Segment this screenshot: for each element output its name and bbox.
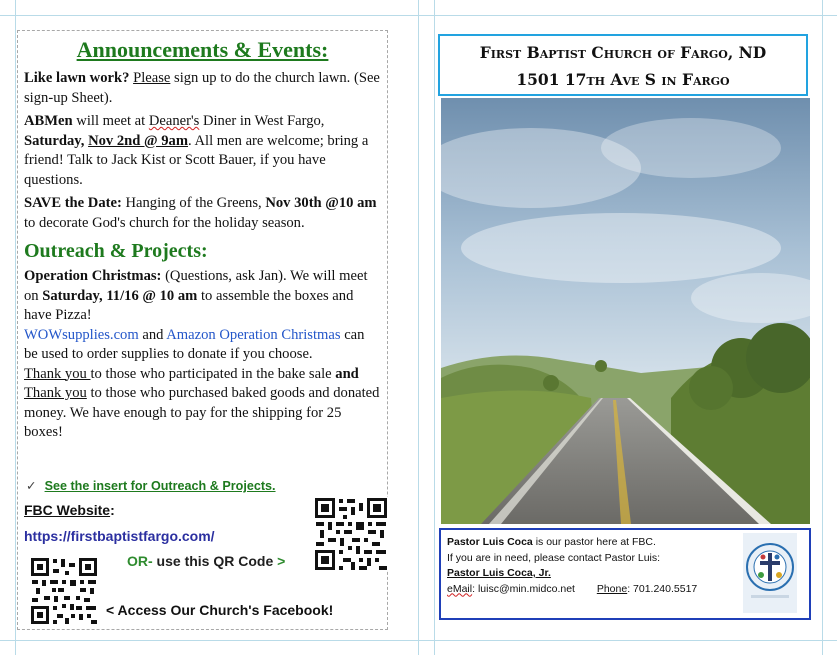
church-title-box xyxy=(438,34,808,96)
thank-you-text: Thank you xyxy=(24,365,91,382)
website-url[interactable]: https://firstbaptistfargo.com/ xyxy=(24,528,215,544)
outreach-heading: Outreach & Projects: xyxy=(24,240,208,262)
links-text: and xyxy=(138,326,167,343)
website-label-colon: : xyxy=(110,502,115,518)
lawn-paragraph xyxy=(24,69,381,108)
op-lead: Operation Christmas: xyxy=(24,268,162,284)
announcements-panel xyxy=(17,30,388,630)
arrow-right-icon: > xyxy=(277,553,286,569)
save-date-text: Hanging of the Greens, xyxy=(121,195,266,211)
pastor-phone[interactable]: 701.240.5517 xyxy=(633,582,698,595)
save-date-text: to decorate God's church for the holiday season. xyxy=(24,214,305,231)
church-name: First Baptist Church of Fargo, ND xyxy=(479,43,767,62)
phone-separator: : xyxy=(627,582,634,595)
abmen-paragraph xyxy=(24,112,381,190)
abmen-text: . All men are welcome; bring a friend! Talk to Jack Kist or Scott Bauer, if you have questions. xyxy=(24,132,369,188)
facebook-prompt: < Access Our Church's Facebook! xyxy=(106,602,334,618)
amazon-operation-christmas-link[interactable]: Amazon Operation Christmas xyxy=(166,326,341,343)
operation-christmas-paragraph xyxy=(24,267,381,443)
pastor-intro-text: is our pastor here at FBC. xyxy=(532,536,656,548)
abmen-date: Nov 2nd @ 9am xyxy=(88,132,189,149)
website-label xyxy=(24,501,115,521)
thanks-text: to those who purchased baked goods and donated money. We have enough to pay for the shipping for 25 boxes! xyxy=(24,385,380,440)
save-date-lead: SAVE the Date: xyxy=(24,195,122,211)
lawn-text: sign up to do the church lawn. (See sign-up Sheet). xyxy=(24,70,380,106)
abmen-text: Diner in West Fargo, xyxy=(199,113,325,129)
page-guide xyxy=(418,0,419,655)
qr-code-prompt xyxy=(127,552,285,572)
page-guide xyxy=(15,0,16,655)
abmen-text: will meet at xyxy=(72,113,149,129)
website-qr-code-icon[interactable] xyxy=(314,497,388,571)
save-date-date: Nov 30th @10 am xyxy=(265,195,377,211)
page-guide xyxy=(434,0,435,655)
op-when: Saturday, 11/16 @ 10 am xyxy=(42,287,198,304)
thanks-and: and xyxy=(335,365,359,382)
wowsupplies-link[interactable]: WOWsupplies.com xyxy=(24,326,139,343)
road-landscape-photo xyxy=(441,98,810,524)
pastor-full-name-text: Pastor Luis Coca, Jr. xyxy=(447,567,551,579)
lawn-lead: Like lawn work? xyxy=(24,70,130,86)
thanks-text: to those who participated in the bake sale xyxy=(90,365,336,382)
abmen-diner: Deaner's xyxy=(148,113,200,129)
facebook-qr-code-icon[interactable] xyxy=(30,557,98,625)
or-text: OR- xyxy=(127,553,153,569)
email-separator: : xyxy=(472,582,478,595)
website-label-text: FBC Website xyxy=(24,502,111,518)
checkmark-icon: ✓ xyxy=(26,479,37,493)
qr-prompt-text: use this QR Code xyxy=(152,553,278,569)
email-label: eMail xyxy=(447,582,473,595)
page-guide xyxy=(822,0,823,655)
pastor-contact-note: If you are in need, please contact Pastor Luis: xyxy=(447,551,661,564)
op-text: to assemble the boxes and have Pizza! xyxy=(24,287,354,323)
church-seal-logo-icon xyxy=(743,533,797,613)
announcements-heading: Announcements & Events: xyxy=(76,37,329,62)
abmen-day: Saturday, xyxy=(24,132,89,149)
op-text: (Questions, ask Jan). We will meet on xyxy=(24,268,368,304)
lawn-please: Please xyxy=(133,70,171,86)
save-date-paragraph xyxy=(24,194,381,233)
thank-you-text: Thank you xyxy=(24,385,87,401)
insert-link[interactable]: See the insert for Outreach & Projects. xyxy=(44,479,276,493)
pastor-name: Pastor Luis Coca xyxy=(447,536,533,548)
links-text: can be used to order supplies to donate if you choose. xyxy=(24,326,365,362)
pastor-email[interactable]: luisc@min.midco.net xyxy=(477,582,575,595)
insert-note xyxy=(26,477,276,497)
abmen-name: ABMen xyxy=(24,113,73,129)
church-address: 1501 17th Ave S in Fargo xyxy=(516,70,730,89)
phone-label: Phone xyxy=(596,582,628,595)
